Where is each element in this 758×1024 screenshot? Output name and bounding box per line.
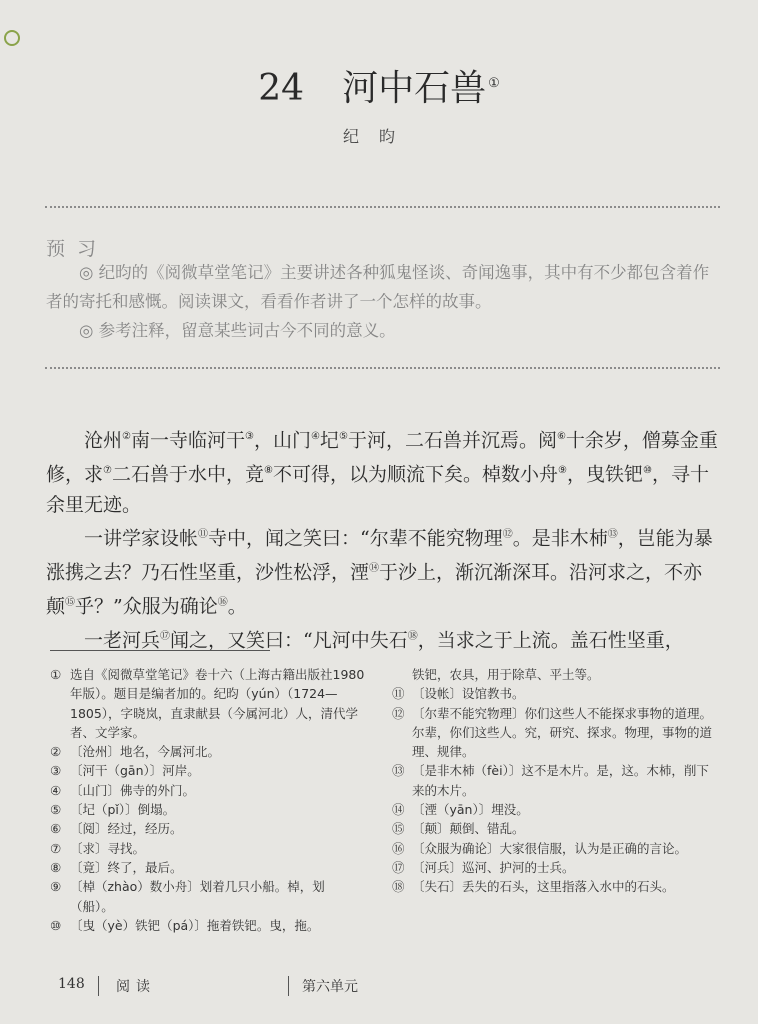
note-ref-mark: ⑤: [338, 431, 348, 442]
divider-top: [45, 206, 720, 208]
footnote: [392, 761, 714, 800]
note-ref-mark: ⑰: [160, 630, 171, 642]
footnotes-left: [50, 665, 366, 935]
footnote-number: ⑨: [50, 879, 62, 895]
preview-section: [46, 258, 718, 345]
page-footer: [58, 976, 718, 1000]
footnote-number: ⑦: [50, 840, 62, 856]
page-number: 148: [58, 976, 85, 992]
lesson-title: [0, 60, 758, 111]
note-ref-mark: ⑪: [198, 529, 209, 541]
footnote-number: ⑤: [50, 802, 62, 818]
footnote-number: ⑩: [50, 917, 62, 933]
note-ref-mark: ③: [245, 431, 254, 442]
note-ref-mark: ⑥: [556, 431, 566, 442]
note-ref-mark: ⑱: [407, 630, 418, 642]
title-note-mark: ①: [488, 76, 500, 91]
main-paragraph-2: 一讲学家设帐⑪寺中，闻之笑曰：“尔辈不能究物理⑫。是非木杮⑬，岂能为暴涨携之去？乃石性坚重，沙性松浮，湮⑭于沙上，渐沉渐深耳。沿河求之，不亦颠⑮乎？”众服为确论⑯。: [46, 527, 713, 618]
note-ref-mark: ⑫: [502, 529, 513, 541]
note-ref-mark: ⑦: [103, 464, 112, 476]
footnote-text: 选自《阅微草堂笔记》卷十六（上海古籍出版社1980年版）。题目是编者加的。纪昀（yún）（1724—1805），字晓岚，直隶献县（今属河北）人，清代学者、文学家。: [70, 667, 365, 740]
footnote-text: 〔沧州〕地名，今属河北。: [70, 744, 221, 760]
footnote: [50, 839, 366, 858]
note-ref-mark: ⑧: [264, 464, 273, 476]
footnote: [50, 742, 366, 761]
main-paragraph-3: 一老河兵⑰闻之，又笑曰：“凡河中失石⑱，当求之于上流。盖石性坚重，: [84, 628, 684, 651]
footnote: [392, 877, 714, 896]
note-ref-mark: ⑯: [217, 596, 228, 608]
footnote-number: ③: [50, 763, 62, 779]
footnote-number: ⑧: [50, 859, 62, 875]
footnote-text: 〔众服为确论〕大家很信服，认为是正确的言论。: [412, 840, 688, 856]
lesson-number: 24: [258, 68, 305, 109]
footnote: [50, 665, 366, 742]
footnote-text: 〔是非木杮（fèi）〕这不是木片。是，这。木杮，削下来的木片。: [412, 763, 709, 798]
note-ref-mark: ⑩: [642, 464, 652, 476]
footnote-number: ⑭: [392, 802, 405, 818]
footnote-text: 〔失石〕丢失的石头，这里指落入水中的石头。: [412, 879, 675, 895]
note-ref-mark: ⑬: [607, 529, 618, 541]
footer-divider: [98, 976, 99, 996]
footnote: [50, 858, 366, 877]
footnote: [392, 839, 714, 858]
footer-unit: 第六单元: [302, 979, 358, 995]
author-name: 纪昀: [342, 127, 415, 146]
footnote-number: ⑥: [50, 821, 62, 837]
note-ref-mark: ⑭: [369, 562, 380, 574]
footnote-text: 〔阅〕经过，经历。: [70, 821, 183, 837]
footnote-text: 〔颠〕颠倒、错乱。: [412, 821, 525, 837]
footnote-number: ⑪: [392, 686, 405, 702]
lesson-title-text: 河中石兽: [342, 68, 487, 109]
preview-heading: 预习: [46, 238, 109, 260]
footnote: [392, 684, 714, 703]
main-text: [46, 422, 718, 655]
footnote-rule: [50, 650, 270, 651]
footnote-number: ⑫: [392, 705, 405, 721]
footnote: [50, 877, 366, 916]
footnote-text: 〔河兵〕巡河、护河的士兵。: [412, 859, 575, 875]
footnote-text: 〔求〕寻找。: [70, 840, 146, 856]
footnote: [392, 800, 714, 819]
footnote: [50, 916, 366, 935]
footnote: [392, 704, 714, 762]
footnote-text: 〔尔辈不能究物理〕你们这些人不能探求事物的道理。尔辈，你们这些人。究，研究、探求。物理，事物的道理、规律。: [412, 705, 713, 760]
footnote: [50, 761, 366, 780]
footer-divider: [288, 976, 289, 996]
footnote-number: ④: [50, 782, 62, 798]
footnote-continuation: 铁钯，农具，用于除草、平土等。: [412, 667, 600, 682]
preview-paragraph-2: ◎ 参考注释，留意某些词古今不同的意义。: [79, 321, 396, 340]
footnote-text: 〔圮（pǐ）〕倒塌。: [70, 802, 176, 818]
footnote: [50, 819, 366, 838]
footnotes-right: [392, 665, 714, 897]
footnote-text: 〔棹（zhào）数小舟〕划着几只小船。棹，划（船）。: [70, 879, 325, 914]
main-paragraph-1: 沧州②南一寺临河干③，山门④圮⑤于河，二石兽并沉焉。阅⑥十余岁，僧募金重修，求⑦二石兽于水中，竟⑧不可得，以为顺流下矣。棹数小舟⑨，曳铁钯⑩，寻十余里无迹。: [46, 429, 718, 516]
note-ref-mark: ④: [310, 431, 320, 442]
footnote-number: ⑯: [392, 840, 405, 856]
footnote-text: 〔曳（yè）铁钯（pá）〕拖着铁钯。曳，拖。: [70, 917, 320, 933]
footnote-number: ⑮: [392, 821, 405, 837]
corner-circle-icon: [4, 30, 20, 46]
footnote-text: 〔山门〕佛寺的外门。: [70, 782, 196, 798]
footnote-number: ②: [50, 744, 62, 760]
footnote-text: 〔竟〕终了，最后。: [70, 859, 183, 875]
footnote-text: 〔设帐〕设馆教书。: [412, 686, 525, 702]
note-ref-mark: ⑨: [557, 464, 567, 476]
footnote: [50, 781, 366, 800]
footer-section: 阅读: [116, 979, 156, 995]
footnote-text: 〔湮（yān）〕埋没。: [412, 802, 529, 818]
note-ref-mark: ⑮: [65, 596, 76, 608]
footnote-text: 〔河干（gān）〕河岸。: [70, 763, 200, 779]
footnote: [50, 800, 366, 819]
footnote: [392, 819, 714, 838]
footnote-number: ⑬: [392, 763, 405, 779]
footnote-number: ①: [50, 667, 62, 682]
footnote: [392, 858, 714, 877]
preview-paragraph-1: ◎ 纪昀的《阅微草堂笔记》主要讲述各种狐鬼怪谈、奇闻逸事，其中有不少都包含着作者的寄托和感慨。阅读课文，看看作者讲了一个怎样的故事。: [46, 263, 710, 311]
note-ref-mark: ②: [122, 431, 131, 442]
footnote-number: ⑰: [392, 859, 405, 875]
footnote-number: ⑱: [392, 879, 405, 895]
divider-bottom: [45, 367, 720, 369]
